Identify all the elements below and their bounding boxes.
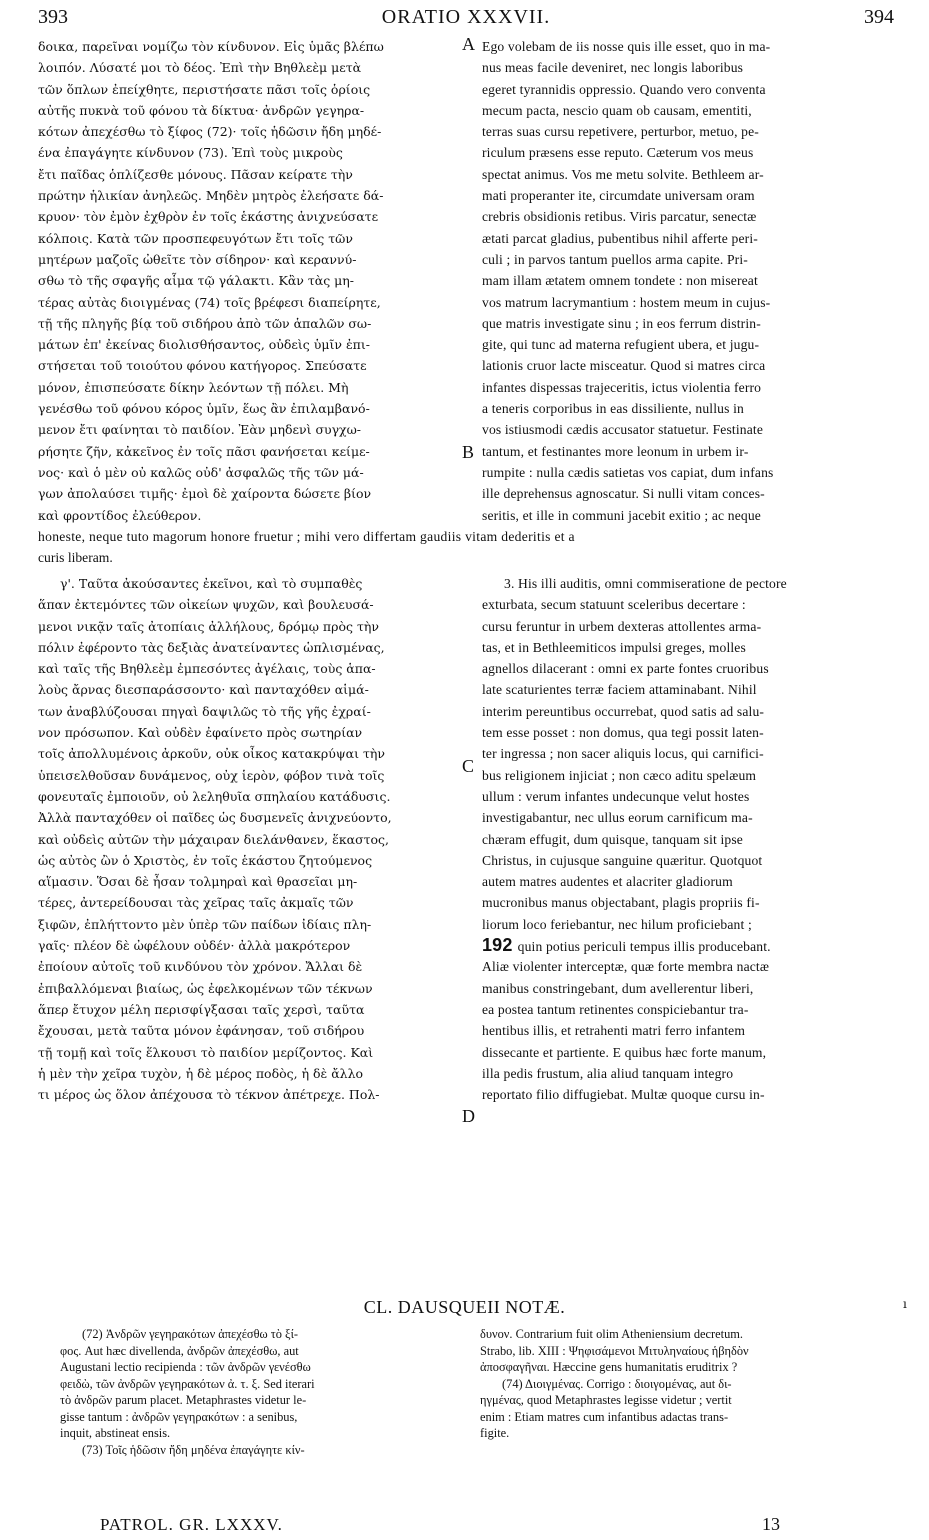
margin-letter-c: C [462, 756, 475, 776]
greek-text-line: Ἀλλὰ πανταχόθεν οἱ παῖδες ὡς δυσμενεῖς ἀνιχνεύοντο, [38, 810, 392, 826]
greek-text-line: δοικα, παρεῖναι νομίζω τὸν κίνδυνον. Εἰς ὑμᾶς βλέπω [38, 39, 384, 54]
latin-text-line: lationis cruor lacte misceatur. Quod si matres circa [482, 358, 766, 374]
margin-letter-b: B [462, 442, 475, 462]
greek-text-line: μητέρων μαζοῖς ὠθεῖτε τὸν σίδηρον· καὶ κεραννύ- [38, 251, 357, 267]
greek-text-line: τῶν ὅπλων ἐπείχθητε, περιστήσατε πᾶσι τοῖς ὁρίοις [38, 81, 371, 97]
latin-text-line: Ego volebam de iis nosse quis ille esset, quo in ma- [482, 39, 771, 54]
greek-text-line: μενον ἔτι φαίνηται τὸ παιδίον. Ἐὰν μηδενὶ συγχω- [38, 422, 362, 438]
latin-text-line: infantes dispessas trajeceritis, ictus violentia ferro [482, 379, 762, 395]
latin-text-line: egeret tyrannidis oppressio. Quando vero conventa [482, 81, 766, 97]
latin-text-line: spectat animus. Vos me metu solvite. Bethleem ar- [482, 166, 764, 182]
latin-text-line: vos matrum lacrymantium : hostem meum in cujus- [482, 294, 771, 310]
latin-text-line: Aliæ violenter interceptæ, quæ forte membra nactæ [482, 959, 770, 975]
greek-text-line: φονευταῖς ἐμποιοῦν, οὐ λεληθυῖα σπηλαίου κατάδυσις. [38, 788, 391, 804]
latin-text-line: mucronibus manus objectabant, plagis propriis fi- [482, 895, 760, 911]
latin-text-line: liorum loco feriebantur, nec hilum proficiebant ; [482, 916, 752, 932]
latin-text-line: ille deprehensus agnoscatur. Si nulli vitam conces- [482, 486, 765, 502]
latin-text-line: bus religionem injiciat ; non cæco aditu spelæum [482, 767, 757, 783]
greek-text-line: τι μέρος ὡς ὅλον ἀπέχουσα τὸ τέκνον ἀπέτρεχε. Πολ- [38, 1087, 380, 1103]
greek-text-line: τῇ τῆς πληγῆς βίᾳ τοῦ σιδήρου ἀπὸ τῶν ἁπαλῶν σω- [38, 315, 372, 331]
latin-text-line: ætati parcat gladius, pubentibus nihil afferte peri- [482, 230, 758, 246]
latin-text-line: mati properanter ite, circumdate universam oram [482, 188, 755, 204]
greek-text-line: σθω τὸ τῆς σφαγῆς αἷμα τῷ γάλακτι. Κἂν τὰς μη- [38, 273, 355, 289]
latin-text-line: 192 quin potius periculi tempus illis producebant. [482, 935, 771, 956]
greek-text-line: καὶ ταῖς τῆς Βηθλεὲμ ἐμπεσόντες ἀγέλαις, τοὺς ἁπα- [38, 661, 376, 677]
latin-text-line: ea postea tantum retinentes conspiciebantur tra- [482, 1001, 749, 1017]
greek-text-line: τῇ τομῇ καὶ τοῖς ἕλκουσι τὸ παιδίον μερίζοντος. Καὶ [38, 1044, 374, 1060]
column-marker: 192 [482, 935, 518, 956]
latin-text-line: reportato filio diffugiebat. Multæ quoque cursu in- [482, 1087, 765, 1103]
latin-text-line: Christus, in cujusque sanguine quæritur. Quotquot [482, 852, 763, 868]
greek-text-line: τοῖς ἀπολλυμένοις ἀρκοῦν, οὐκ οἶκος κατακρύψαι τὴν [38, 746, 385, 762]
notes-title: CL. DAUSQUEII NOTÆ. [363, 1297, 566, 1317]
latin-text-line: ullum : verum infantes undecunque velut hostes [482, 788, 750, 804]
greek-text-line: κρυον· τὸν ἐμὸν ἐχθρὸν ἐν τοῖς ἑκάστης ἀνιχνεύσατε [38, 209, 379, 225]
note-line: Strabo, lib. XIII : Ψηφισάμενοι Μιτυληναίους ἡβηδὸν [480, 1343, 749, 1358]
greek-text-line: κότων ἀπεχέσθω τὸ ξίφος (72)· τοῖς ἡδῶσιν ἤδη μηδέ- [38, 124, 382, 140]
note-line: (74) Διοιγμένας. Corrigo : διοιγομένας, aut δι- [502, 1376, 732, 1391]
latin-text-line: manibus constringebant, dum avellerentur liberi, [482, 980, 754, 996]
latin-text-line: mecum pacta, nescio quam ob causam, ementiti, [482, 102, 752, 118]
note-line: enim : Etiam matres cum infantibus adactas trans- [480, 1409, 729, 1424]
margin-letter-d: D [462, 1106, 475, 1126]
latin-text-line: tas, et in Bethleemiticos impulsi greges, molles [482, 639, 746, 655]
latin-text-line: nus meas facile deveniret, nec longis laboribus [482, 60, 744, 76]
greek-text-line: μενοι νικᾷν ταῖς ἀτοπίαις ἀλλήλους, δρόμῳ πρὸς τὴν [38, 618, 379, 634]
latin-text-line: crebris obsidionis retibus. Viris parcatur, senectæ [482, 209, 757, 225]
margin-letter-a: A [462, 34, 475, 54]
greek-text-line: καὶ οὐδεὶς αὐτῶν τὴν μάχαιραν διελάνθανεν, ἕκαστος, [38, 831, 390, 847]
latin-text-line: vos istiusmodi cædis accusator statuetur. Festinate [482, 422, 763, 438]
latin-text-line: seritis, et ille in communi jacebit exitio ; ac neque [482, 507, 761, 523]
greek-text-line: ἔχουσαι, μετὰ ταῦτα μόνον ἐφάνησαν, τοῦ σιδήρου [38, 1023, 365, 1039]
greek-text-line: νον πρόσωπον. Καὶ οὐδὲν ἐφαίνετο πρὸς σωτηρίαν [38, 725, 363, 741]
greek-text-line: των ἀναβλύζουσαι πηγαὶ δαψιλῶς τὸ τῆς γῆς ἐχραί- [38, 703, 371, 719]
greek-column-bottom [38, 573, 462, 1105]
greek-text-line: ξιφῶν, ἐπλήττοντο μὲν ὑπὲρ τῶν παίδων ἰδίαις πλη- [38, 916, 372, 932]
greek-text-line: ἡ μὲν τὴν χεῖρα τυχὸν, ἡ δὲ μέρος ποδὸς, ἡ δὲ ἄλλο [38, 1065, 364, 1081]
greek-text-line: μόνον, ἐπισπεύσατε δίκην λεόντων τῇ πόλει. Μὴ [38, 379, 349, 395]
greek-column-top [38, 36, 462, 526]
latin-text-line: illa pedis frustum, alia aliud tanquam integro [482, 1065, 734, 1081]
note-line: Augustani lectio recipienda : τῶν ἀνδρῶν γενέσθω [60, 1360, 311, 1374]
margin-tick: ı [903, 1297, 907, 1311]
greek-text-line: αὐτῆς πυκνὰ τοῦ φόνου τὰ δίκτυα· ἀνδρῶν γεγηρα- [38, 102, 365, 118]
greek-text-line: γων ἀπολαύσει τιμῆς· ἐμοὶ δὲ χαίροντα δώσετε βίον [38, 486, 372, 502]
latin-text-line: que matris investigate sinu ; in eos ferrum distrin- [482, 315, 761, 331]
latin-text-line: ter ingressa ; non sacer aliquis locus, qui carnifici- [482, 746, 764, 762]
greek-text-line: τέρες, ἀντερείδουσαι τὰς χεῖρας ταῖς ἀκμαῖς τῶν [38, 895, 354, 911]
greek-text-line: ρήσητε ζῆν, κἀκεῖνος ἐν τοῖς πᾶσι φανήσεται κείμε- [38, 443, 370, 459]
latin-text-line: chæram effugit, dum quisque, tanquam sit ipse [482, 831, 743, 847]
latin-text-line: tantum, et festinantes more leonum in urbem ir- [482, 443, 749, 459]
latin-text-line: interim pereuntibus occurrebat, quod satis ad salu- [482, 703, 765, 719]
left-page-number: 393 [38, 6, 68, 28]
note-line: inquit, abstineat ensis. [60, 1426, 171, 1440]
greek-text-line: καὶ φροντίδος ἐλεύθερον. [38, 507, 202, 523]
greek-text-line: ἅπαν ἐκτεμόντες τῶν οἰκείων ψυχῶν, καὶ βουλευσά- [38, 597, 374, 613]
greek-text-line: ἅπερ ἔτυχον μέλη περισφίγξασαι ταῖς χερσὶ, ταῦτα [38, 1001, 365, 1017]
greek-text-line: λοὺς ἄρνας διεσπαράσσοντο· καὶ πανταχόθεν αἱμά- [38, 682, 369, 698]
greek-text-line: γαῖς· πλέον δὲ ὠφέλουν οὐδέν· ἀλλὰ μακρότερον [38, 938, 351, 954]
latin-text-line: 3. His illi auditis, omni commiseratione de pectore [504, 576, 787, 591]
latin-text-line: riculum præsens esse reputo. Cæterum vos meus [482, 145, 754, 161]
greek-text-line: στήσεται τοῦ τοιούτου φόνου κατήγορος. Σπεύσατε [38, 358, 367, 374]
page-header [38, 6, 894, 32]
shared-line-2 [38, 547, 458, 568]
notes-right-column [480, 1326, 895, 1442]
latin-text-line: rumpite : nulla cædis satietas vos capiat, dum infans [482, 464, 774, 480]
greek-text-line: γενέσθω τοῦ φόνου κόρος ὑμῖν, ἕως ἂν ἐπιλαμβανό- [38, 401, 370, 417]
shared-line [38, 526, 893, 547]
note-line: φος. Aut hæc divellenda, ἀνδρῶν ἀπεχέσθω, aut [60, 1343, 299, 1358]
note-line: τὸ ἀνδρῶν parum placet. Metaphrastes videtur le- [60, 1393, 307, 1407]
latin-text-line: hentibus illis, et retrahenti matri ferro infantem [482, 1023, 746, 1039]
latin-column-bottom [482, 573, 893, 1105]
latin-text-line: gite, qui tunc ad materna refugient ubera, et jugu- [482, 337, 760, 353]
latin-text-line: culi ; in parvos tantum puellos arma capite. Pri- [482, 251, 748, 267]
greek-text-line: ὡς αὐτὸς ὢν ὁ Χριστὸς, ἐν τοῖς ἑκάστου ζητούμενος [38, 852, 373, 868]
latin-text-line: autem matres audentes et alacriter gladiorum [482, 874, 733, 890]
greek-text-line: τέρας αὐτὰς διοιγμένας (74) τοῖς βρέφεσι διαπείρητε, [38, 294, 381, 310]
note-line: gisse tantum : ἀνδρῶν γεγηρακότων : a senibus, [60, 1409, 298, 1424]
greek-text-line: πόλιν ἐφέροντο τὰς δεξιὰς ἀνατείναντες ὡπλισμένας, [38, 639, 385, 655]
latin-text-line: a teneris corporibus in eas dissiliente, nullus in [482, 401, 744, 417]
latin-text-line: terras suas cursu repetivere, perturbor, metuo, pe- [482, 124, 759, 140]
latin-text-line: cursu feruntur in urbem dexteras attollentes arma- [482, 618, 762, 634]
greek-text-line: ένα ἐπαγάγητε κίνδυνον (73). Ἐπὶ τοὺς μικροὺς [38, 145, 343, 161]
greek-text-line: λοιπόν. Λύσατέ μοι τὸ δέος. Ἐπὶ τὴν Βηθλεὲμ μετὰ [38, 60, 362, 76]
note-line: (72) Ἀνδρῶν γεγηρακότων ἀπεχέσθω τὸ ξί- [82, 1327, 299, 1341]
greek-text-line: γ'. Ταῦτα ἀκούσαντες ἐκεῖνοι, καὶ τὸ συμπαθὲς [60, 576, 363, 591]
note-line: ηγμένας, quod Metaphrastes legisse videtur ; vertit [480, 1393, 732, 1407]
shared-line-text: honeste, neque tuto magorum honore fruetur ; mihi vero differtam gaudiis vitam dederitis et a [38, 529, 575, 544]
greek-text-line: ἐποίουν αὐτοῖς τοῦ κινδύνου τὸν χρόνον. Ἄλλαι δὲ [38, 959, 363, 975]
shared-line-2-text: curis liberam. [38, 550, 113, 565]
note-line: figite. [480, 1426, 510, 1440]
footer-signature: 13 [762, 1514, 780, 1534]
greek-text-line: πρώτην ἡλικίαν ἀνηλεῶς. Μηδὲν μητρὸς ἐλεήσατε δά- [38, 188, 384, 204]
note-line: δυνον. Contrarium fuit olim Atheniensium decretum. [480, 1327, 744, 1341]
note-line: ἀποσφαγῆναι. Hæccine gens humanitatis eruditrix ? [480, 1360, 738, 1374]
right-page-number: 394 [864, 6, 894, 28]
latin-column-top [482, 36, 893, 526]
latin-text-line: tem esse posset : non domus, qua tegi possit laten- [482, 725, 764, 741]
latin-text-line: agnellos dilacerant : omni ex parte fontes cruoribus [482, 661, 769, 677]
notes-left-column [60, 1326, 455, 1458]
greek-text-line: ἔτι παῖδας ὁπλίζεσθε μόνους. Πᾶσαν κείρατε τὴν [38, 166, 353, 182]
latin-text-line: investigabantur, nec ullus eorum carnificum ma- [482, 810, 753, 826]
running-title: ORATIO XXXVII. [381, 6, 551, 28]
latin-text-line: dissecante et partiente. E quibus hæc forte manum, [482, 1044, 767, 1060]
greek-text-line: ἐπιβαλλόμεναι βιαίως, ὡς ἐφελκομένων τῶν τέκνων [38, 980, 373, 996]
greek-text-line: ὑπεισελθοῦσαν δυνάμενος, οὐχ ἱερὸν, φόβον τινὰ τοῖς [38, 767, 385, 783]
note-line: φειδὼ, τῶν ἀνδρῶν γεγηρακότων ἀ. τ. ξ. Sed iterari [60, 1376, 315, 1391]
note-line: (73) Τοῖς ἡδῶσιν ἤδη μηδένα ἐπαγάγητε κίν- [82, 1442, 305, 1457]
latin-text-line: mam illam ætatem omnem tondete : non misereat [482, 273, 758, 289]
greek-text-line: αἵμασιν. Ὅσαι δὲ ἦσαν τολμηραὶ καὶ θρασεῖαι μη- [38, 874, 358, 890]
greek-text-line: κόλποις. Κατὰ τῶν προσπεφευγότων ἔτι τοῖς τῶν [38, 230, 353, 246]
greek-text-line: νος· καὶ ὁ μὲν οὐ καλῶς οὐδ' ἀσφαλῶς τῆς τῶν μά- [38, 464, 364, 480]
latin-text-line: exturbata, secum statuunt sceleribus decertare : [482, 597, 746, 613]
greek-text-line: μάτων ἐπ' ἐκείνας διολισθήσαντος, οὐδεὶς ὑμῖν ἐπι- [38, 337, 371, 353]
latin-text-line: late scaturientes terræ faciem attaminabant. Nihil [482, 682, 757, 698]
footer-patrol: PATROL. GR. LXXXV. [100, 1515, 283, 1534]
